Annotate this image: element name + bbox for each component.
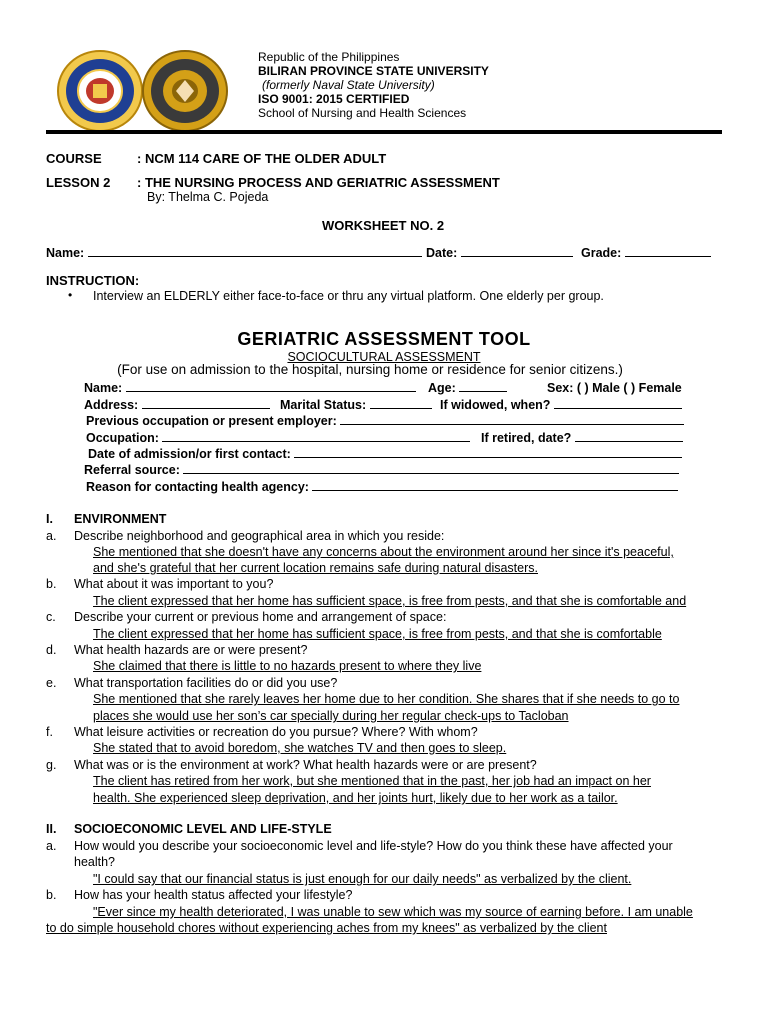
form-reason-field[interactable]	[86, 479, 678, 495]
section2-number: II.	[46, 822, 57, 836]
answer-text: health. She experienced sleep deprivation, and her joints hurt, likely due to her work as a tailor.	[93, 791, 618, 805]
form-prevocc-field[interactable]	[86, 413, 684, 429]
form-widowed-field[interactable]	[440, 397, 682, 413]
form-address-label: Address:	[84, 398, 139, 412]
header-formerly: (formerly Naval State University)	[262, 78, 435, 92]
university-seal-1	[57, 50, 143, 132]
lesson-author: By: Thelma C. Pojeda	[147, 190, 269, 204]
instruction-text: Interview an ELDERLY either face-to-face or thru any virtual platform. One elderly per group.	[93, 289, 604, 303]
tool-note: (For use on admission to the hospital, nursing home or residence for senior citizens.)	[117, 362, 623, 377]
form-sex-label: Sex: ( ) Male ( ) Female	[547, 381, 682, 395]
answer-text: to do simple household chores without experiencing aches from my knees" as verbalized by the client	[46, 921, 607, 935]
course-label: COURSE	[46, 151, 102, 166]
name-blank[interactable]	[88, 245, 422, 257]
form-name-label: Name:	[84, 381, 123, 395]
item-label: f.	[46, 725, 53, 739]
answer-text: places she would use her son’s car specially during her regular check-ups to Tacloban	[93, 709, 569, 723]
lesson-label: LESSON 2	[46, 175, 111, 190]
form-widowed-blank[interactable]	[554, 397, 682, 409]
tool-subtitle: SOCIOCULTURAL ASSESSMENT	[287, 350, 481, 364]
answer-text: The client expressed that her home has sufficient space, is free from pests, and that she is comfortable and	[93, 594, 687, 608]
question-text: How would you describe your socioeconomic level and life-style? How do you think these have affected your	[74, 839, 673, 853]
header-university: BILIRAN PROVINCE STATE UNIVERSITY	[258, 64, 489, 78]
answer-text: The client expressed that her home has sufficient space, is free from pests, and that she is comfortable	[93, 627, 662, 641]
form-prevocc-blank[interactable]	[340, 413, 684, 425]
question-text: How has your health status affected your lifestyle?	[74, 888, 353, 902]
form-address-blank[interactable]	[142, 397, 270, 409]
question-text: health?	[74, 855, 116, 869]
name-label: Name:	[46, 246, 85, 260]
form-marital-field[interactable]	[280, 397, 432, 413]
answer-text: She stated that to avoid boredom, she watches TV and then goes to sleep.	[93, 741, 507, 755]
bullet-icon: •	[68, 288, 73, 302]
date-field[interactable]	[426, 245, 573, 261]
form-retired-blank[interactable]	[575, 430, 683, 442]
form-reason-label: Reason for contacting health agency:	[86, 480, 309, 494]
question-text: Describe neighborhood and geographical area in which you reside:	[74, 529, 445, 543]
header-block	[258, 50, 489, 120]
form-admission-label: Date of admission/or first contact:	[88, 447, 291, 461]
item-label: d.	[46, 643, 57, 657]
answer-text: She mentioned that she doesn't have any concerns about the environment around her since it's peaceful,	[93, 545, 674, 559]
answer-text: The client has retired from her work, but she mentioned that in the past, her job had an impact on her	[93, 774, 651, 788]
item-label: b.	[46, 888, 57, 902]
answer-text: "I could say that our financial status is just enough for our daily needs" as verbalized by the client.	[93, 872, 632, 886]
worksheet-title: WORKSHEET NO. 2	[322, 218, 445, 233]
form-occupation-label: Occupation:	[86, 431, 159, 445]
item-label: c.	[46, 610, 56, 624]
item-label: b.	[46, 577, 57, 591]
question-text: What leisure activities or recreation do you pursue? Where? With whom?	[74, 725, 478, 739]
answer-text: and she's grateful that her current location remains safe during natural disasters.	[93, 561, 538, 575]
answer-text: She claimed that there is little to no hazards present to where they live	[93, 659, 482, 673]
question-text: What health hazards are or were present?	[74, 643, 308, 657]
form-referral-label: Referral source:	[84, 463, 180, 477]
form-reason-blank[interactable]	[312, 479, 678, 491]
date-blank[interactable]	[461, 245, 573, 257]
question-text: What was or is the environment at work? What health hazards were or are present?	[74, 758, 537, 772]
item-label: a.	[46, 529, 57, 543]
date-label: Date:	[426, 246, 458, 260]
form-referral-field[interactable]	[84, 462, 679, 478]
form-address-field[interactable]	[84, 397, 270, 413]
form-marital-label: Marital Status:	[280, 398, 367, 412]
form-retired-field[interactable]	[481, 430, 683, 446]
tool-title: GERIATRIC ASSESSMENT TOOL	[237, 329, 531, 349]
course-value: : NCM 114 CARE OF THE OLDER ADULT	[137, 151, 387, 166]
university-seal-2	[142, 50, 228, 132]
item-label: e.	[46, 676, 57, 690]
form-name-field[interactable]	[84, 380, 416, 396]
grade-field[interactable]	[581, 245, 711, 261]
form-occupation-field[interactable]	[86, 430, 470, 446]
answer-text: "Ever since my health deteriorated, I was unable to sew which was my source of earning before. I am unable	[93, 905, 693, 919]
form-sex-field[interactable]	[547, 380, 682, 396]
form-admission-blank[interactable]	[294, 446, 682, 458]
form-name-blank[interactable]	[126, 380, 416, 392]
form-widowed-label: If widowed, when?	[440, 398, 551, 412]
question-text: What about it was important to you?	[74, 577, 274, 591]
form-occupation-blank[interactable]	[162, 430, 470, 442]
form-age-field[interactable]	[428, 380, 507, 396]
header-iso: ISO 9001: 2015 CERTIFIED	[258, 92, 410, 106]
item-label: g.	[46, 758, 57, 772]
answer-text: She mentioned that she rarely leaves her home due to her condition. She shares that if she needs to go to	[93, 692, 680, 706]
item-label: a.	[46, 839, 57, 853]
header-republic: Republic of the Philippines	[258, 50, 400, 64]
grade-blank[interactable]	[625, 245, 711, 257]
name-field[interactable]	[46, 245, 422, 261]
form-age-blank[interactable]	[459, 380, 507, 392]
question-text: Describe your current or previous home and arrangement of space:	[74, 610, 447, 624]
header-divider	[46, 130, 722, 134]
form-marital-blank[interactable]	[370, 397, 432, 409]
lesson-value: : THE NURSING PROCESS AND GERIATRIC ASSESSMENT	[137, 175, 500, 190]
section2-title: SOCIOECONOMIC LEVEL AND LIFE-STYLE	[74, 822, 332, 836]
grade-label: Grade:	[581, 246, 622, 260]
instruction-label: INSTRUCTION:	[46, 273, 140, 288]
section1-number: I.	[46, 512, 53, 526]
section1-title: ENVIRONMENT	[74, 512, 167, 526]
form-retired-label: If retired, date?	[481, 431, 572, 445]
form-referral-blank[interactable]	[183, 462, 679, 474]
question-text: What transportation facilities do or did you use?	[74, 676, 338, 690]
form-admission-field[interactable]	[88, 446, 682, 462]
header-school: School of Nursing and Health Sciences	[258, 106, 467, 120]
form-age-label: Age:	[428, 381, 456, 395]
form-prevocc-label: Previous occupation or present employer:	[86, 414, 337, 428]
